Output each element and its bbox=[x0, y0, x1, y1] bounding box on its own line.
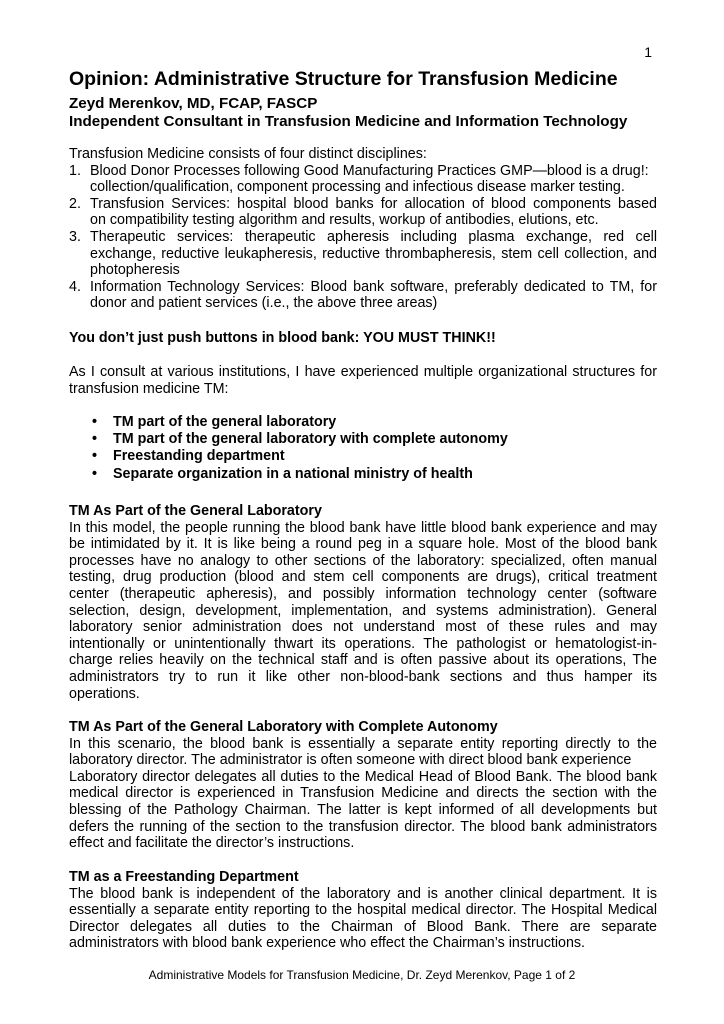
section-heading: TM As Part of the General Laboratory with Complete Autonomy bbox=[69, 719, 498, 735]
item-number: 3. bbox=[69, 228, 81, 245]
discipline-item-4 bbox=[69, 279, 657, 312]
list-item bbox=[92, 448, 508, 465]
list-item bbox=[92, 431, 508, 448]
think-statement bbox=[69, 330, 657, 347]
paragraph-line: effect and facilitate the director’s instructions. bbox=[69, 835, 355, 852]
discipline-item-1 bbox=[69, 163, 657, 196]
list-item bbox=[92, 466, 508, 483]
structures-list bbox=[92, 414, 508, 483]
item-number: 1. bbox=[69, 162, 81, 179]
bullet-icon: • bbox=[92, 465, 98, 482]
paragraph-line: administrators try to run it like other non-blood-bank sections and thus hamper its bbox=[69, 668, 657, 685]
paragraph-line: center (therapeutic apheresis), and possibly information technology center (software bbox=[69, 585, 657, 602]
item-line: Blood Donor Processes following Good Manufacturing Practices GMP—blood is a drug!: bbox=[90, 162, 649, 179]
discipline-item-3 bbox=[69, 229, 657, 279]
paragraph-line: The blood bank is independent of the laboratory and is another clinical department. It is bbox=[69, 885, 657, 902]
consult-paragraph bbox=[69, 364, 657, 397]
paragraph-line: Laboratory director delegates all duties to the Medical Head of Blood Bank. The blood bank bbox=[69, 768, 657, 785]
section-heading: TM As Part of the General Laboratory bbox=[69, 503, 322, 519]
document-title: Opinion: Administrative Structure for Transfusion Medicine bbox=[69, 68, 618, 90]
item-number: 4. bbox=[69, 278, 81, 295]
section-complete-autonomy bbox=[69, 719, 657, 852]
paragraph-line: processes have no analogy to other sections of the laboratory: specialized, often manual bbox=[69, 552, 657, 569]
paragraph-line: laboratory senior administration does not understand most of these rules and may bbox=[69, 619, 657, 636]
section-heading: TM as a Freestanding Department bbox=[69, 869, 299, 885]
section-freestanding-department bbox=[69, 869, 657, 952]
page-number: 1 bbox=[644, 44, 652, 60]
paragraph-line: In this model, the people running the blood bank have little blood bank experience and may bbox=[69, 519, 657, 536]
bullet-icon: • bbox=[92, 414, 98, 430]
paragraph-line: essentially a separate entity reporting to the hospital medical director. The Hospital Medical bbox=[69, 902, 657, 919]
paragraph-line: laboratory director. The administrator is often someone with direct blood bank experience bbox=[69, 752, 632, 769]
list-item-text: TM part of the general laboratory with complete autonomy bbox=[113, 431, 508, 448]
list-item-text: Freestanding department bbox=[113, 448, 285, 465]
paragraph-line: be intimidated by it. It is like being a round peg in a square hole. Most of the blood bank bbox=[69, 536, 657, 553]
paragraph-line: selection, design, development, implementation, and systems administration). General bbox=[69, 602, 657, 619]
bullet-icon: • bbox=[92, 448, 98, 465]
item-line: on compatibility testing algorithm and results, workup of antibodies, elutions, etc. bbox=[90, 212, 599, 229]
paragraph-line: Director delegates all duties to the Chairman of Blood Bank. There are separate bbox=[69, 918, 657, 935]
paragraph-line: administrators with blood bank experience who effect the Chairman’s instructions. bbox=[69, 935, 586, 952]
paragraph-line: intentionally or unintentionally thwart its operations. The pathologist or hematologist-in- bbox=[69, 635, 657, 652]
item-line: Transfusion Services: hospital blood banks for allocation of blood components based bbox=[90, 195, 657, 212]
discipline-item-2 bbox=[69, 196, 657, 229]
item-line: photopheresis bbox=[90, 262, 180, 279]
think-text: You don’t just push buttons in blood bank: YOU MUST THINK!! bbox=[69, 330, 496, 346]
list-item-text: Separate organization in a national ministry of health bbox=[113, 465, 473, 482]
item-line: donor and patient services (i.e., the above three areas) bbox=[90, 295, 438, 312]
item-line: collection/qualification, component processing and infectious disease marker testing. bbox=[90, 179, 625, 196]
item-number: 2. bbox=[69, 195, 81, 212]
paragraph-line: defers the running of the section to the transfusion director. The blood bank administrators bbox=[69, 818, 657, 835]
paragraph-line: As I consult at various institutions, I have experienced multiple organizational structures for bbox=[69, 364, 657, 380]
section-general-laboratory bbox=[69, 503, 657, 702]
item-line: exchange, reductive leukapheresis, reductive thrombapheresis, stem cell collection, and bbox=[90, 245, 657, 262]
bullet-icon: • bbox=[92, 431, 98, 448]
paragraph-line: In this scenario, the blood bank is essentially a separate entity reporting directly to the bbox=[69, 735, 657, 752]
intro-lead: Transfusion Medicine consists of four distinct disciplines: bbox=[69, 146, 427, 162]
item-line: Information Technology Services: Blood bank software, preferably dedicated to TM, for bbox=[90, 278, 657, 295]
paragraph-line: operations. bbox=[69, 685, 140, 702]
page-footer: Administrative Models for Transfusion Medicine, Dr. Zeyd Merenkov, Page 1 of 2 bbox=[148, 968, 576, 982]
item-line: Therapeutic services: therapeutic apheresis including plasma exchange, red cell bbox=[90, 228, 657, 245]
paragraph-line: transfusion medicine TM: bbox=[69, 380, 229, 397]
paragraph-line: medical director is experienced in Transfusion Medicine and directs the section with the bbox=[69, 785, 657, 802]
paragraph-line: blessing of the Pathology Chairman. The latter is kept informed of all developments but bbox=[69, 801, 657, 818]
list-item-text: TM part of the general laboratory bbox=[113, 414, 337, 430]
paragraph-line: testing, drug production (blood and stem cell components are drugs), critical treatment bbox=[69, 569, 657, 586]
disciplines-intro bbox=[69, 146, 657, 312]
author-line: Zeyd Merenkov, MD, FCAP, FASCP bbox=[69, 95, 318, 112]
paragraph-line: charge relies heavily on the technical staff and is often passive about its operations, The bbox=[69, 652, 657, 669]
affiliation-line: Independent Consultant in Transfusion Medicine and Information Technology bbox=[69, 113, 628, 130]
list-item bbox=[92, 414, 508, 431]
